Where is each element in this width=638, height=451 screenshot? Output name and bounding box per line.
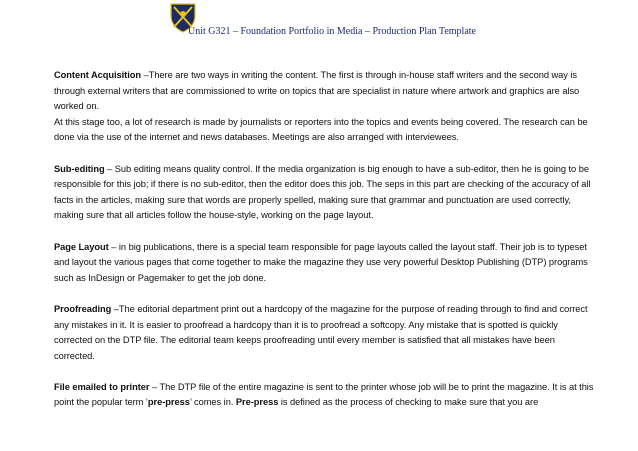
section-heading: Proofreading	[54, 303, 112, 314]
section-sub-editing	[54, 162, 594, 224]
section-heading: Page Layout	[54, 241, 109, 252]
section-heading: Content Acquisition	[54, 70, 142, 80]
section-text: At this stage too, a lot of research is made by journalists or reporters into the topics and events being covered. The research can be done via the use of the internet and news databases. Meetings are also arranged with interviewees.	[54, 116, 588, 143]
section-text: ’ comes in.	[189, 397, 236, 408]
section-text: –The editorial department print out a hardcopy of the magazine for the purpose of reading through to find and correct any mistakes in it. It is easier to proofread a hardcopy than it is to proofread a softcopy. Any mistake that is spotted is quickly corrected on the DTP file. The editorial team keeps proofreading until every member is satisfied that all mistakes have been corrected.	[54, 303, 588, 361]
section-heading: Sub-editing	[54, 163, 105, 174]
section-text: – in big publications, there is a special team responsible for page layouts called the layout staff. Their job is to typeset and layout the various pages that come together to make the magazine they use very powerful Desktop Publishing (DTP) programs such as InDesign or Pagemaker to get the job done.	[54, 241, 588, 283]
section-content-acquisition	[54, 68, 594, 146]
section-heading: File emailed to printer	[54, 381, 150, 392]
section-proofreading	[54, 302, 594, 364]
section-file-emailed	[54, 380, 594, 411]
pre-press-term: pre-press	[147, 397, 190, 408]
pre-press-term: Pre-press	[235, 397, 279, 408]
section-text: – The DTP file of the entire magazine is sent to the printer whose job will be to print the magazine. It is at this point the popular term ‘	[54, 381, 594, 408]
section-text: – Sub editing means quality control. If the media organization is big enough to have a sub-editor, then he is going to be responsible for this job; if there is no sub-editor, then the editor does this job. The seps in this part are checking of the accuracy of all facts in the articles, making sure that words are properly spelled, making sure that grammar and punctuation are used correctly, making sure that all articles follow the house-style, working on the page layout.	[54, 163, 591, 221]
page-header-title: Unit G321 – Foundation Portfolio in Media – Production Plan Template	[188, 26, 476, 37]
section-text: is defined as the process of checking to make sure that you are	[278, 397, 539, 408]
section-text: –There are two ways in writing the content. The first is through in-house staff writers and the second way is through external writers that are commissioned to write on topics that are specialist in nature where artwork and graphics are also worked on.	[54, 70, 580, 112]
document-body	[54, 68, 594, 411]
page-header	[0, 0, 638, 50]
section-page-layout	[54, 240, 594, 287]
